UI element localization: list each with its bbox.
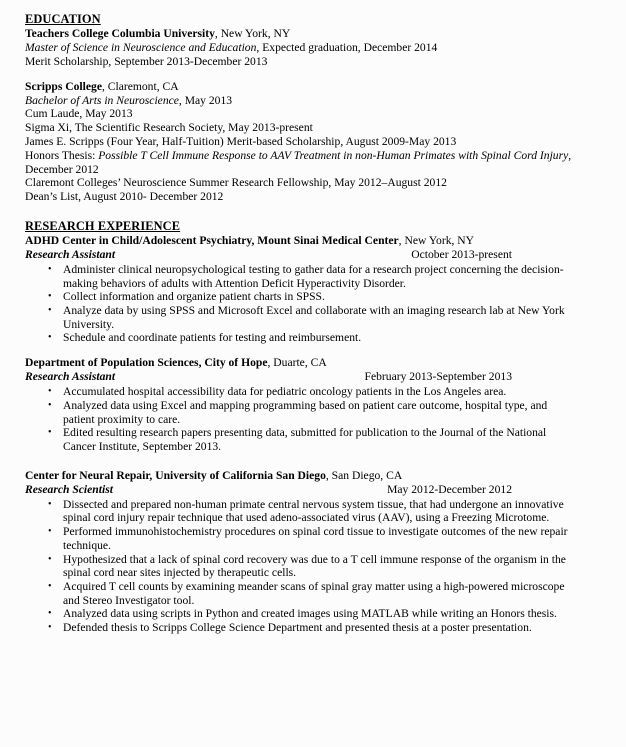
section-research-experience — [25, 219, 580, 234]
honor-line-cum-laude — [25, 107, 580, 121]
list-item: • Performed immunohistochemistry procedures on spinal cord tissue to investigate outcomes of the new repair technique. — [25, 525, 580, 552]
honor-detail: Dean’s List, August 2010- December 2012 — [25, 190, 224, 204]
spacer — [25, 69, 580, 80]
honor-detail: Sigma Xi, The Scientific Research Society, May 2013-present — [25, 121, 313, 135]
responsibility-list — [25, 498, 580, 635]
list-item: • Dissected and prepared non-human primate central nervous system tissue, that had undergone an innovative spinal cord injury repair technique that used adeno-associated virus (AAV), using a Freezing Microtome. — [25, 498, 580, 525]
spacer — [25, 345, 580, 356]
honor-line-sigma-xi — [25, 121, 580, 135]
responsibility-list — [25, 385, 580, 454]
organization-location: , New York, NY — [398, 233, 475, 247]
section-education — [25, 12, 580, 27]
organization-line — [25, 234, 580, 248]
organization-name: Teachers College Columbia University — [25, 27, 215, 40]
experience-entry-adhd-center — [25, 234, 580, 345]
job-title: Research Assistant — [25, 247, 116, 261]
thesis-title: Possible T Cell Immune Response to AAV Treatment in non-Human Primates with Spinal Cord Injury — [98, 148, 569, 162]
section-heading-education: EDUCATION — [25, 12, 101, 26]
list-item: • Edited resulting research papers presenting data, submitted for publication to the Journal of the National Cancer Institute, September 2013. — [25, 426, 580, 453]
list-item: • Defended thesis to Scripps College Science Department and presented thesis at a poster presentation. — [25, 621, 580, 635]
honor-detail: Cum Laude, May 2013 — [25, 107, 133, 121]
organization-name: Department of Population Sciences, City of Hope — [25, 356, 268, 370]
list-item: • Administer clinical neuropsychological testing to gather data for a research project concerning the decision-making behaviors of adults with Attention Deficit Hyperactivity Disorder. — [25, 263, 580, 290]
degree-title: Bachelor of Arts in Neuroscience — [25, 93, 179, 107]
list-item: • Acquired T cell counts by examining meander scans of spinal gray matter using a high-powered microscope and Stereo Investigator tool. — [25, 580, 580, 607]
organization-line — [25, 469, 580, 483]
degree-detail: , May 2013 — [178, 93, 233, 107]
thesis-date: , December 2012 — [25, 148, 572, 176]
organization-location: , San Diego, CA — [325, 468, 403, 482]
experience-entry-city-of-hope — [25, 356, 580, 454]
organization-name: Center for Neural Repair, University of California San Diego — [25, 468, 326, 482]
thesis-label: Honors Thesis: — [25, 148, 99, 162]
education-entry-scripps-college — [25, 80, 580, 204]
honor-line-deans-list — [25, 190, 580, 204]
degree-detail: , Expected graduation, December 2014 — [256, 41, 438, 54]
award-detail: Merit Scholarship, September 2013-December 2013 — [25, 54, 268, 68]
organization-line — [25, 80, 580, 94]
award-line — [25, 55, 580, 69]
section-heading-research-experience: RESEARCH EXPERIENCE — [25, 218, 181, 233]
honors-thesis-line — [25, 149, 580, 177]
list-item: • Analyze data by using SPSS and Microsoft Excel and collaborate with an imaging research lab at New York University. — [25, 304, 580, 331]
honor-line-scholarship — [25, 135, 580, 149]
organization-location: , New York, NY — [214, 27, 291, 40]
job-title-row — [25, 370, 512, 384]
degree-title: Master of Science in Neuroscience and Education — [25, 41, 257, 54]
job-title-row — [25, 483, 512, 497]
spacer — [25, 454, 580, 469]
job-title: Research Scientist — [25, 482, 113, 496]
credential-line — [25, 94, 580, 108]
honor-line-fellowship — [25, 176, 580, 190]
list-item: • Collect information and organize patient charts in SPSS. — [25, 290, 580, 304]
organization-location: , Claremont, CA — [101, 79, 179, 93]
job-title: Research Assistant — [25, 370, 116, 384]
job-date: October 2013-present — [411, 247, 512, 261]
honor-detail: Claremont Colleges’ Neuroscience Summer Research Fellowship, May 2012–August 2012 — [25, 176, 447, 190]
list-item: • Hypothesized that a lack of spinal cord recovery was due to a T cell immune response of the organism in the spinal cord near sites injected by therapeutic cells. — [25, 553, 580, 580]
job-title-row — [25, 248, 512, 262]
responsibility-list — [25, 263, 580, 345]
organization-location: , Duarte, CA — [267, 356, 327, 370]
organization-line — [25, 27, 580, 41]
honor-detail: James E. Scripps (Four Year, Half-Tuition) Merit-based Scholarship, August 2009-May 2013 — [25, 134, 457, 148]
list-item: • Schedule and coordinate patients for testing and reimbursement. — [25, 331, 580, 345]
organization-name: Scripps College — [25, 79, 102, 93]
list-item: • Analyzed data using Excel and mapping programming based on patient care outcome, hospital type, and patient proximity to care. — [25, 399, 580, 426]
organization-name: ADHD Center in Child/Adolescent Psychiatry, Mount Sinai Medical Center — [25, 233, 399, 247]
job-date: May 2012-December 2012 — [387, 482, 512, 496]
job-date: February 2013-September 2013 — [364, 370, 512, 384]
education-entry-teachers-college — [25, 27, 580, 69]
organization-line — [25, 356, 580, 370]
experience-entry-ucsd — [25, 469, 580, 635]
list-item: • Analyzed data using scripts in Python and created images using MATLAB while writing an Honors thesis. — [25, 607, 580, 621]
list-item: • Accumulated hospital accessibility data for pediatric oncology patients in the Los Angeles area. — [25, 385, 580, 399]
credential-line — [25, 41, 580, 55]
spacer — [25, 204, 580, 219]
